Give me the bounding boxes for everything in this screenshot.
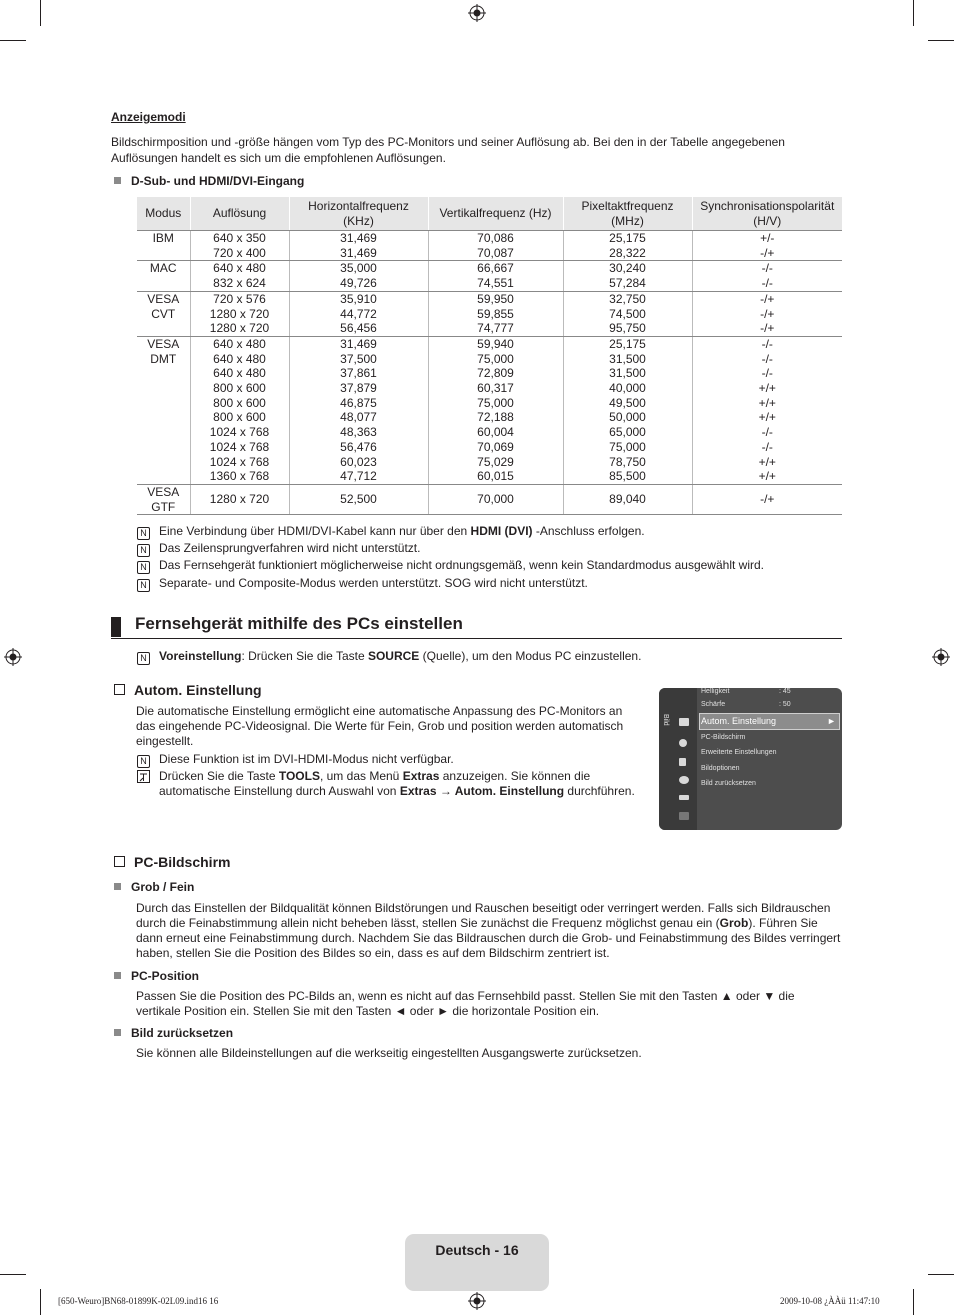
- table-cell-v: 59,950 59,855 74,777: [428, 291, 563, 336]
- note-icon: N: [137, 561, 150, 574]
- osd-menu-item: [701, 734, 837, 741]
- note-interlace: N Das Zeilensprungverfahren wird nicht unterstützt.: [137, 541, 842, 557]
- checkbox-icon: [114, 856, 125, 867]
- setup-icon: [679, 776, 689, 784]
- autom-tools: Drücken Sie die Taste TOOLS, um das Menü Extras anzuzeigen. Sie können die automatische Einstellung durch Auswahl von Extras → Autom. Einstellung durchführen.: [137, 769, 657, 799]
- osd-menu-item: [701, 716, 837, 726]
- table-header-cell: Pixeltaktfrequenz (MHz): [563, 197, 692, 231]
- osd-menu-item-label: Bild zurücksetzen: [701, 780, 756, 787]
- section-divider: [111, 638, 842, 639]
- crop-mark: [928, 1274, 954, 1275]
- table-header-cell: Synchronisationspolarität (H/V): [692, 197, 842, 231]
- autom-heading: Autom. Einstellung: [114, 682, 262, 698]
- tools-icon: [137, 770, 150, 783]
- table-cell-mode: IBM: [137, 231, 190, 261]
- table-cell-v: 70,000: [428, 484, 563, 514]
- table-cell-h: 52,500: [289, 484, 428, 514]
- table-header-cell: Modus: [137, 197, 190, 231]
- square-bullet-icon: [114, 1029, 121, 1036]
- table-row: [137, 291, 842, 336]
- sound-icon: [679, 739, 687, 747]
- table-row: [137, 261, 842, 291]
- table-cell-v: 59,940 75,000 72,809 60,317 75,000 72,188 60,004 70,069 75,029 60,015: [428, 336, 563, 484]
- osd-menu-item-label: Bildoptionen: [701, 765, 740, 772]
- support-icon: [679, 812, 689, 820]
- note-icon: N: [137, 755, 150, 768]
- osd-menu-item-value: : 45: [779, 688, 791, 695]
- position-heading: PC-Position: [114, 969, 199, 984]
- table-cell-res: 640 x 480 832 x 624: [190, 261, 289, 291]
- osd-menu-item-label: Helligkeit: [701, 688, 730, 695]
- crop-mark: [40, 0, 41, 26]
- reset-heading: Bild zurücksetzen: [114, 1026, 233, 1041]
- registration-mark-icon: [468, 4, 486, 22]
- osd-menu-item-label: Erweiterte Einstellungen: [701, 749, 777, 756]
- slug-left: [650-Weuro]BN68-01899K-02L09.ind16 16: [58, 1296, 219, 1306]
- autom-body: Die automatische Einstellung ermöglicht eine automatische Anpassung des PC-Monitors an das eingehende PC-Videosignal. Die Werte für Fein, Grob und position werden automatisch eingestellt.: [136, 704, 624, 748]
- table-cell-mode: VESA CVT: [137, 291, 190, 336]
- table-cell-h: 31,469 37,500 37,861 37,879 46,875 48,077 48,363 56,476 60,023 47,712: [289, 336, 428, 484]
- osd-menu-item: [701, 701, 837, 708]
- display-modes-table: [137, 197, 842, 515]
- table-header-cell: Vertikalfrequenz (Hz): [428, 197, 563, 231]
- square-bullet-icon: [114, 972, 121, 979]
- osd-menu-item-label: PC-Bildschirm: [701, 734, 746, 741]
- osd-menu-item: [701, 780, 837, 787]
- table-cell-res: 640 x 350 720 x 400: [190, 231, 289, 261]
- table-cell-s: -/- -/-: [692, 261, 842, 291]
- osd-menu-item-label: Autom. Einstellung: [701, 716, 777, 726]
- table-header-cell: Auflösung: [190, 197, 289, 231]
- table-body: [137, 231, 842, 515]
- table-cell-v: 70,086 70,087: [428, 231, 563, 261]
- table-row: [137, 231, 842, 261]
- note-preset: N Voreinstellung: Drücken Sie die Taste SOURCE (Quelle), um den Modus PC einzustellen.: [137, 649, 842, 665]
- slug-right: 2009-10-08 ¿ÀÀü 11:47:10: [780, 1296, 880, 1306]
- table-cell-p: 25,175 28,322: [563, 231, 692, 261]
- registration-mark-icon: [4, 648, 22, 666]
- page-number: Deutsch - 16: [435, 1242, 519, 1258]
- table-cell-s: -/+: [692, 484, 842, 514]
- table-header-row: [137, 197, 842, 231]
- crop-mark: [928, 40, 954, 41]
- osd-menu-category: Bild: [662, 714, 669, 726]
- grob-body: Durch das Einstellen der Bildqualität können Bildstörungen und Rauschen beseitigt oder verringert werden. Falls sich Bildrauschen durch die Feinabstimmung allein nicht beheben lässt, stellen Sie zunächst die Frequenz möglichst genau ein (Grob). Führen Sie dann erneut eine Feinabstimmung durch. Nachdem Sie das Bildrauschen durch die Grob- und Feinabstimmung des Bildes verringert haben, stellen Sie die Position des Bildes so ein, dass es auf dem Bildschirm zentriert ist.: [136, 901, 841, 960]
- osd-menu-item: [701, 749, 837, 756]
- table-cell-mode: MAC: [137, 261, 190, 291]
- table-cell-h: 35,910 44,772 56,456: [289, 291, 428, 336]
- intro-text: Bildschirmposition und -größe hängen vom Typ des PC-Monitors und seiner Auflösung ab. Bei den in der Tabelle angegebenen Auflösungen handelt es sich um die empfohlenen Auflösungen.: [111, 135, 785, 165]
- table-cell-mode: VESA DMT: [137, 336, 190, 484]
- note-hdmi: N Eine Verbindung über HDMI/DVI-Kabel kann nur über den HDMI (DVI) -Anschluss erfolgen.: [137, 524, 842, 540]
- note-standard-mode: N Das Fernsehgerät funktioniert möglicherweise nicht ordnungsgemäß, wenn kein Standardmodus ausgewählt wird.: [137, 558, 842, 574]
- note-icon: N: [137, 527, 150, 540]
- table-cell-p: 25,175 31,500 31,500 40,000 49,500 50,000 65,000 75,000 78,750 85,500: [563, 336, 692, 484]
- table-cell-p: 30,240 57,284: [563, 261, 692, 291]
- table-cell-mode: VESA GTF: [137, 484, 190, 514]
- osd-menu-item-value: : 50: [779, 701, 791, 708]
- input-icon: [679, 795, 689, 800]
- reset-body: Sie können alle Bildeinstellungen auf die werkseitig eingestellten Ausgangswerte zurücksetzen.: [136, 1046, 642, 1060]
- table-cell-s: -/+ -/+ -/+: [692, 291, 842, 336]
- section-bar: [111, 617, 121, 637]
- page-title: Anzeigemodi: [111, 110, 186, 124]
- pc-heading: PC-Bildschirm: [114, 854, 230, 870]
- note-sog: N Separate- und Composite-Modus werden unterstützt. SOG wird nicht unterstützt.: [137, 576, 842, 592]
- table-header-cell: Horizontalfrequenz (KHz): [289, 197, 428, 231]
- table-cell-p: 32,750 74,500 95,750: [563, 291, 692, 336]
- square-bullet-icon: [114, 177, 121, 184]
- registration-mark-icon: [468, 1292, 486, 1310]
- table-cell-res: 720 x 576 1280 x 720 1280 x 720: [190, 291, 289, 336]
- osd-menu-item-value: ►: [827, 716, 836, 726]
- table-cell-s: +/- -/+: [692, 231, 842, 261]
- table-cell-res: 1280 x 720: [190, 484, 289, 514]
- table-row: [137, 484, 842, 514]
- registration-mark-icon: [932, 648, 950, 666]
- table-cell-s: -/- -/- -/- +/+ +/+ +/+ -/- -/- +/+ +/+: [692, 336, 842, 484]
- table-cell-h: 31,469 31,469: [289, 231, 428, 261]
- osd-menu-sidebar: [659, 688, 697, 830]
- crop-mark: [0, 40, 26, 41]
- note-icon: N: [137, 652, 150, 665]
- osd-menu-item: [701, 765, 837, 772]
- crop-mark: [40, 1289, 41, 1315]
- channel-icon: [679, 758, 686, 766]
- autom-note: N Diese Funktion ist im DVI-HDMI-Modus nicht verfügbar.: [137, 752, 642, 768]
- osd-menu-item-label: Schärfe: [701, 701, 726, 708]
- grob-heading: Grob / Fein: [114, 880, 194, 895]
- table-cell-p: 89,040: [563, 484, 692, 514]
- osd-menu-screenshot: [659, 688, 842, 830]
- table-cell-h: 35,000 49,726: [289, 261, 428, 291]
- osd-menu-item: [701, 688, 837, 695]
- picture-icon: [679, 718, 689, 726]
- table-cell-v: 66,667 74,551: [428, 261, 563, 291]
- checkbox-icon: [114, 684, 125, 695]
- crop-mark: [913, 1289, 914, 1315]
- square-bullet-icon: [114, 883, 121, 890]
- input-heading: D-Sub- und HDMI/DVI-Eingang: [114, 174, 304, 188]
- position-body: Passen Sie die Position des PC-Bilds an, wenn es nicht auf das Fernsehbild passt. Stellen Sie mit den Tasten ▲ oder ▼ die vertikale Position ein. Stellen Sie mit den Tasten ◄ oder ► die horizontale Position ein.: [136, 989, 795, 1018]
- note-icon: N: [137, 579, 150, 592]
- section-title: Fernsehgerät mithilfe des PCs einstellen: [135, 614, 463, 633]
- crop-mark: [0, 1274, 26, 1275]
- table-cell-res: 640 x 480 640 x 480 640 x 480 800 x 600 800 x 600 800 x 600 1024 x 768 1024 x 768 1024 x 768 1360 x 768: [190, 336, 289, 484]
- crop-mark: [913, 0, 914, 26]
- table-row: [137, 336, 842, 484]
- note-icon: N: [137, 544, 150, 557]
